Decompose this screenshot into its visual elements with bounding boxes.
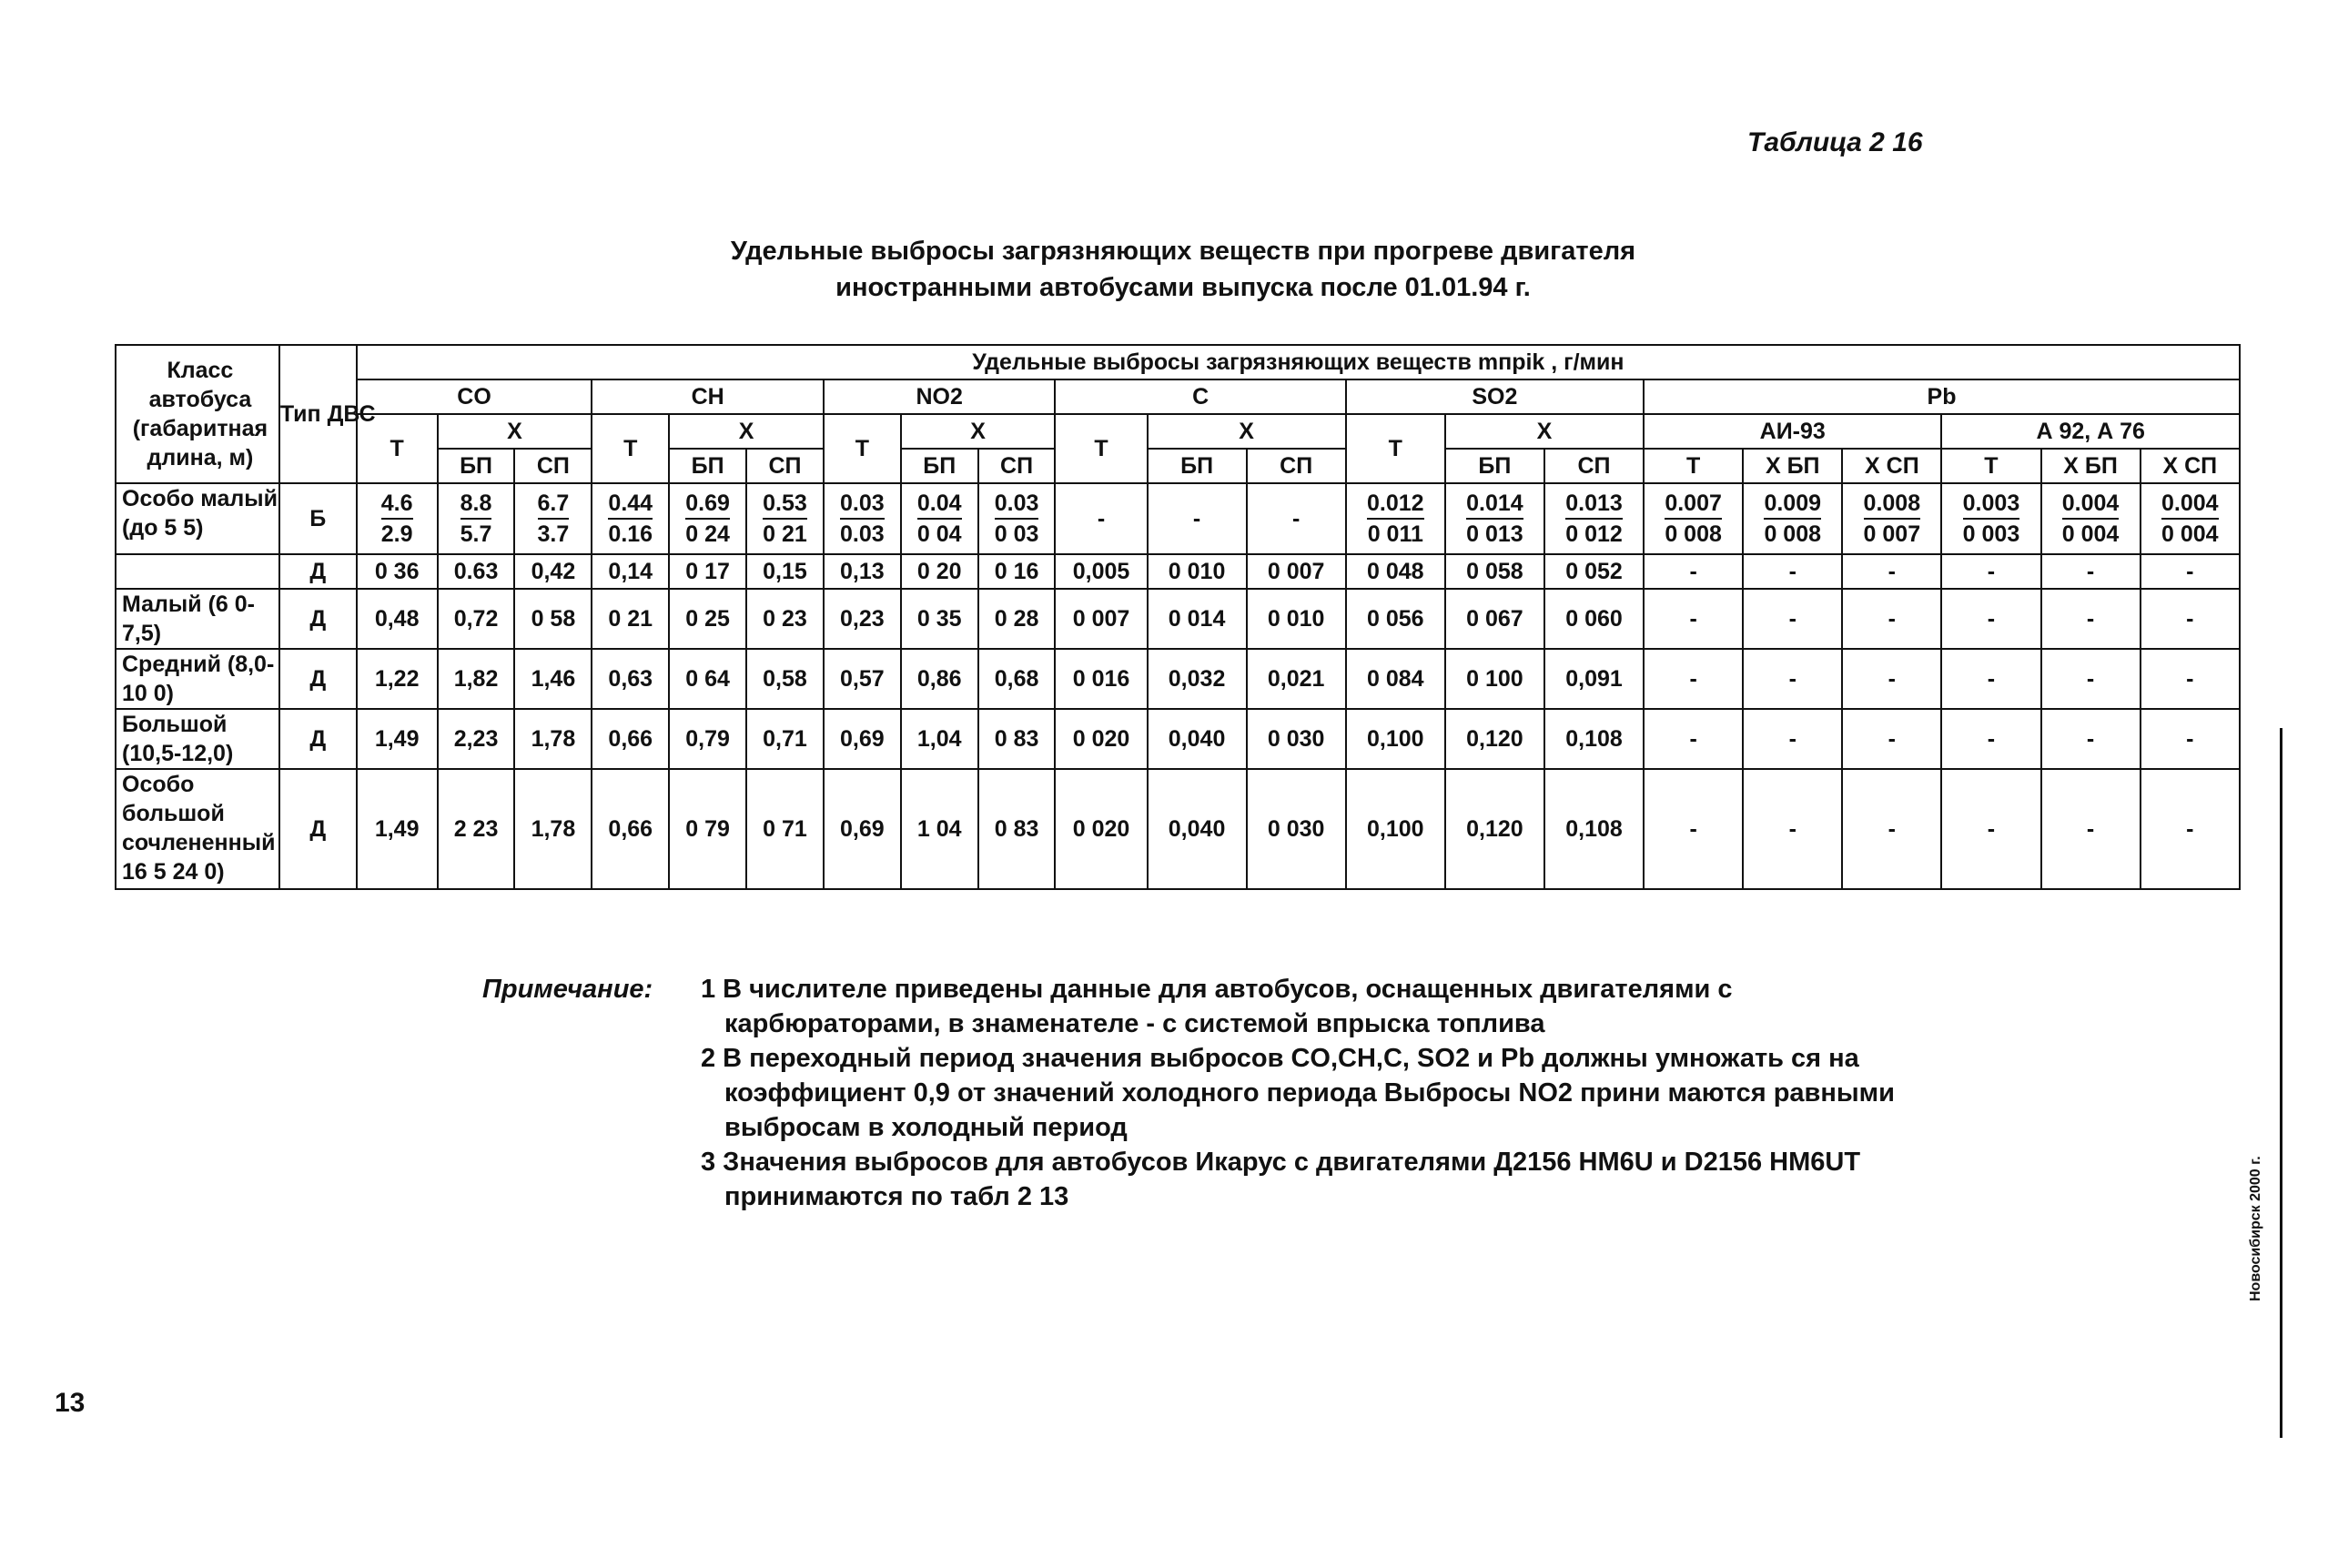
value-cell: - (2141, 769, 2240, 889)
engine-type-cell: Д (279, 769, 357, 889)
value-cell: 0 016 (1055, 649, 1147, 709)
header-bp: БП (1148, 449, 1247, 483)
value-cell: 0 64 (669, 649, 746, 709)
value-cell: - (1644, 709, 1743, 769)
bus-class-cell: Средний (8,0-10 0) (116, 649, 279, 709)
numerator: 0.012 (1367, 489, 1424, 520)
header-x: Х (1445, 414, 1644, 449)
value-cell: 1 04 (901, 769, 978, 889)
header-x: Х (669, 414, 824, 449)
value-cell (1148, 483, 1247, 554)
value-cell: - (1842, 769, 1941, 889)
bus-class-cell: Особо малый (до 5 5) (116, 483, 279, 554)
value-cell: 0 25 (669, 589, 746, 649)
value-cell: 0,48 (357, 589, 438, 649)
value-cell: 0,69 (824, 709, 901, 769)
note-item: 3 Значения выбросов для автобусов Икарус с двигателями Д2156 HM6U и D2156 HM6UT принимаются по табл 2 13 (701, 1148, 1861, 1211)
table-row (116, 554, 2240, 589)
header-engine-type: Тип ДВС (279, 345, 357, 483)
value-cell: 0,005 (1055, 554, 1147, 589)
fraction (1565, 489, 1623, 549)
fraction (538, 489, 570, 549)
header-bp: БП (1445, 449, 1544, 483)
fraction (685, 489, 730, 549)
denominator: 0 008 (1665, 521, 1722, 547)
value-cell: 0,021 (1247, 649, 1346, 709)
value-cell: 0,14 (592, 554, 669, 589)
numerator: 0.007 (1665, 489, 1722, 520)
value-cell (746, 483, 824, 554)
denominator: 0 013 (1466, 521, 1523, 547)
header-bp: БП (901, 449, 978, 483)
value-cell: - (1743, 769, 1842, 889)
numerator: - (1097, 506, 1106, 531)
value-cell (1346, 483, 1445, 554)
header-sp: СП (1247, 449, 1346, 483)
value-cell (2141, 483, 2240, 554)
value-cell (824, 483, 901, 554)
value-cell: - (1842, 589, 1941, 649)
value-cell: 0,66 (592, 769, 669, 889)
value-cell: 0,091 (1544, 649, 1644, 709)
numerator: 6.7 (538, 489, 570, 520)
numerator: 4.6 (381, 489, 413, 520)
value-cell: 0,66 (592, 709, 669, 769)
denominator: 0 24 (685, 521, 730, 547)
value-cell: 0,120 (1445, 769, 1544, 889)
header-t: Т (1941, 449, 2040, 483)
denominator: 0 04 (916, 521, 962, 547)
value-cell: 0 79 (669, 769, 746, 889)
note-items (701, 972, 1938, 1214)
value-cell: 0,040 (1148, 769, 1247, 889)
value-cell: 0,13 (824, 554, 901, 589)
value-cell (438, 483, 515, 554)
denominator: 0.16 (608, 521, 653, 547)
value-cell: - (1743, 709, 1842, 769)
value-cell: - (1842, 554, 1941, 589)
value-cell (1247, 483, 1346, 554)
value-cell: - (1941, 554, 2040, 589)
value-cell: 0,23 (824, 589, 901, 649)
value-cell: 0,72 (438, 589, 515, 649)
header-bp: БП (2084, 453, 2118, 479)
value-cell (514, 483, 592, 554)
numerator: 0.004 (2062, 489, 2120, 520)
value-cell (1743, 483, 1842, 554)
value-cell (901, 483, 978, 554)
note-label: Примечание: (482, 975, 653, 1004)
value-cell: 0 048 (1346, 554, 1445, 589)
value-cell: 0 23 (746, 589, 824, 649)
table-row (116, 483, 2240, 554)
header-t: Т (824, 414, 901, 483)
value-cell: - (1644, 589, 1743, 649)
value-cell: 0 20 (901, 554, 978, 589)
fraction (1292, 504, 1300, 533)
value-cell (1644, 483, 1743, 554)
note-item: 1 В числителе приведены данные для автобусов, оснащенных двигателями с карбюраторами, в знаменателе - с системой впрыска топлива (701, 975, 1733, 1038)
table-header (116, 345, 2240, 483)
value-cell: 1,78 (514, 769, 592, 889)
denominator: 3.7 (537, 521, 570, 547)
fraction (1864, 489, 1921, 549)
value-cell: - (1644, 649, 1743, 709)
numerator: 0.03 (995, 489, 1039, 520)
page-number: 13 (55, 1388, 86, 1418)
numerator: 0.003 (1963, 489, 2020, 520)
value-cell: - (1743, 649, 1842, 709)
engine-type-cell: Д (279, 709, 357, 769)
value-cell: 0 060 (1544, 589, 1644, 649)
header-co: CO (357, 379, 592, 414)
header-so2: SO2 (1346, 379, 1644, 414)
value-cell: 1,49 (357, 709, 438, 769)
bus-class-cell: Малый (6 0-7,5) (116, 589, 279, 649)
value-cell: 1,49 (357, 769, 438, 889)
fraction (381, 489, 413, 549)
header-x: Х (438, 414, 592, 449)
value-cell: - (1644, 554, 1743, 589)
engine-type-cell: Д (279, 649, 357, 709)
value-cell: - (2041, 709, 2141, 769)
denominator: 0.03 (840, 521, 885, 547)
numerator: - (1192, 506, 1201, 531)
header-no2: NO2 (824, 379, 1056, 414)
bus-class-cell (116, 554, 279, 589)
value-cell: 0,58 (746, 649, 824, 709)
value-cell (1842, 483, 1941, 554)
value-cell: 0.63 (438, 554, 515, 589)
value-cell: 0,57 (824, 649, 901, 709)
fraction (461, 489, 492, 549)
numerator: 0.04 (917, 489, 962, 520)
value-cell: - (1941, 709, 2040, 769)
value-cell: 0 007 (1055, 589, 1147, 649)
value-cell: - (1842, 649, 1941, 709)
value-cell: 0 014 (1148, 589, 1247, 649)
fraction (1098, 504, 1105, 533)
header-x-sp (2141, 449, 2240, 483)
header-ch: CH (592, 379, 824, 414)
value-cell: 1,04 (901, 709, 978, 769)
header-x: Х (901, 414, 1056, 449)
side-text: Новосибирск 2000 г. (2248, 1156, 2263, 1301)
numerator: - (1292, 506, 1301, 531)
value-cell (357, 483, 438, 554)
bus-class-cell: Особо большой сочлененный 16 5 24 0) (116, 769, 279, 889)
value-cell: 0 067 (1445, 589, 1544, 649)
numerator: 0.014 (1466, 489, 1523, 520)
value-cell: - (2041, 649, 2141, 709)
value-cell: 0 010 (1148, 554, 1247, 589)
fraction (1963, 489, 2020, 549)
header-bp: БП (669, 449, 746, 483)
value-cell: 0 28 (978, 589, 1056, 649)
value-cell: 0 010 (1247, 589, 1346, 649)
value-cell: 0,68 (978, 649, 1056, 709)
value-cell: - (2041, 589, 2141, 649)
denominator: 0 008 (1764, 521, 1821, 547)
denominator: 0 007 (1863, 521, 1921, 547)
value-cell: 0 71 (746, 769, 824, 889)
header-class: Класс автобуса (габаритная длина, м) (116, 345, 279, 483)
value-cell: 2 23 (438, 769, 515, 889)
value-cell: 1,82 (438, 649, 515, 709)
denominator: 0 004 (2161, 521, 2219, 547)
value-cell: 0,100 (1346, 709, 1445, 769)
denominator: 0 21 (763, 521, 807, 547)
header-t: Т (1346, 414, 1445, 483)
value-cell: - (2041, 769, 2141, 889)
denominator: 0 003 (1962, 521, 2020, 547)
value-cell (978, 483, 1056, 554)
value-cell: - (1842, 709, 1941, 769)
value-cell: 0 056 (1346, 589, 1445, 649)
numerator: 0.013 (1565, 489, 1623, 520)
value-cell: 0,040 (1148, 709, 1247, 769)
table-body (116, 483, 2240, 889)
value-cell: 0 36 (357, 554, 438, 589)
fraction (1193, 504, 1200, 533)
value-cell: - (2141, 589, 2240, 649)
note-item: 2 В переходный период значения выбросов CO,CH,C, SO2 и Pb должны умножать ся на коэффициент 0,9 от значений холодного периода Выбросы NO2 прини маются равными выбросам в холодный период (701, 1044, 1895, 1142)
value-cell (1445, 483, 1544, 554)
table-row (116, 649, 2240, 709)
value-cell: - (1941, 649, 2040, 709)
header-pb-ai93: АИ-93 (1644, 414, 1941, 449)
value-cell: 0,42 (514, 554, 592, 589)
value-cell: 0,15 (746, 554, 824, 589)
value-cell: 0 030 (1247, 709, 1346, 769)
fraction (1665, 489, 1722, 549)
header-sp: СП (1886, 453, 1919, 479)
value-cell: 0,69 (824, 769, 901, 889)
fraction (2161, 489, 2219, 549)
value-cell: - (2041, 554, 2141, 589)
value-cell: 0,63 (592, 649, 669, 709)
numerator: 0.03 (840, 489, 885, 520)
side-rule (2280, 728, 2282, 1438)
value-cell: - (1941, 589, 2040, 649)
engine-type-cell: Д (279, 589, 357, 649)
value-cell (2041, 483, 2141, 554)
value-cell: 0,100 (1346, 769, 1445, 889)
header-t: Т (1644, 449, 1743, 483)
value-cell (1941, 483, 2040, 554)
value-cell: 0 007 (1247, 554, 1346, 589)
numerator: 0.008 (1864, 489, 1921, 520)
header-x: Х (1148, 414, 1346, 449)
table-row (116, 589, 2240, 649)
value-cell: 0 58 (514, 589, 592, 649)
value-cell (669, 483, 746, 554)
title-line-2: иностранными автобусами выпуска после 01.01.94 г. (835, 273, 1531, 302)
value-cell: 0 084 (1346, 649, 1445, 709)
numerator: 8.8 (461, 489, 492, 520)
header-x-bp (2041, 449, 2141, 483)
value-cell: 0 21 (592, 589, 669, 649)
header-sp: СП (978, 449, 1056, 483)
table-row (116, 709, 2240, 769)
table-row (116, 769, 2240, 889)
header-sp: СП (2184, 453, 2218, 479)
fraction (608, 489, 653, 549)
value-cell: - (2141, 554, 2240, 589)
title-line-1: Удельные выбросы загрязняющих веществ при прогреве двигателя (730, 237, 1636, 266)
value-cell: 1,22 (357, 649, 438, 709)
value-cell: 1,46 (514, 649, 592, 709)
value-cell: 0 83 (978, 709, 1056, 769)
value-cell: 0 17 (669, 554, 746, 589)
fraction (840, 489, 885, 549)
fraction (1367, 489, 1424, 549)
header-c: C (1055, 379, 1345, 414)
numerator: 0.44 (608, 489, 653, 520)
value-cell: - (1743, 554, 1842, 589)
value-cell: 0,79 (669, 709, 746, 769)
header-t: Т (1055, 414, 1147, 483)
table-title (510, 233, 1857, 306)
header-pb-a92: А 92, А 76 (1941, 414, 2240, 449)
numerator: 0.004 (2161, 489, 2219, 520)
engine-type-cell: Д (279, 554, 357, 589)
denominator: 0 004 (2061, 521, 2120, 547)
numerator: 0.53 (763, 489, 807, 520)
header-sp: СП (514, 449, 592, 483)
header-x-bp (1743, 449, 1842, 483)
value-cell: 0 030 (1247, 769, 1346, 889)
value-cell: 0,108 (1544, 709, 1644, 769)
bus-class-cell: Большой (10,5-12,0) (116, 709, 279, 769)
header-pb: Pb (1644, 379, 2240, 414)
header-t: Т (357, 414, 438, 483)
value-cell: 0 052 (1544, 554, 1644, 589)
value-cell: - (2141, 709, 2240, 769)
denominator: 0 012 (1565, 521, 1623, 547)
value-cell: 0,108 (1544, 769, 1644, 889)
denominator: 0 03 (994, 521, 1039, 547)
numerator: 0.009 (1764, 489, 1821, 520)
header-x: Х (1765, 453, 1781, 479)
value-cell: 0,120 (1445, 709, 1544, 769)
header-sp: СП (746, 449, 824, 483)
value-cell: - (1743, 589, 1842, 649)
header-t: Т (592, 414, 669, 483)
value-cell (1055, 483, 1147, 554)
denominator: 0 011 (1367, 521, 1423, 547)
header-emissions: Удельные выбросы загрязняющих веществ mпрik , г/мин (357, 345, 2240, 379)
table-number: Таблица 2 16 (1747, 127, 1923, 157)
value-cell: 0,86 (901, 649, 978, 709)
header-sp: СП (1544, 449, 1644, 483)
value-cell: 0 35 (901, 589, 978, 649)
value-cell: 0 020 (1055, 709, 1147, 769)
value-cell: 0,032 (1148, 649, 1247, 709)
value-cell: 1,78 (514, 709, 592, 769)
numerator: 0.69 (685, 489, 730, 520)
value-cell (1544, 483, 1644, 554)
value-cell: 0,71 (746, 709, 824, 769)
value-cell: 0 100 (1445, 649, 1544, 709)
header-bp: БП (438, 449, 515, 483)
fraction (2062, 489, 2120, 549)
engine-type-cell: Б (279, 483, 357, 554)
fraction (995, 489, 1039, 549)
value-cell: 2,23 (438, 709, 515, 769)
value-cell: 0 020 (1055, 769, 1147, 889)
value-cell: 0 83 (978, 769, 1056, 889)
denominator: 2.9 (380, 521, 413, 547)
value-cell: 0 16 (978, 554, 1056, 589)
value-cell (592, 483, 669, 554)
value-cell: 0 058 (1445, 554, 1544, 589)
value-cell: - (1941, 769, 2040, 889)
value-cell: - (2141, 649, 2240, 709)
fraction (917, 489, 962, 549)
header-x: Х (2063, 453, 2079, 479)
emissions-table (115, 344, 2241, 890)
fraction (1764, 489, 1821, 549)
header-x: Х (1865, 453, 1880, 479)
header-bp: БП (1786, 453, 1820, 479)
header-x-sp (1842, 449, 1941, 483)
fraction (1466, 489, 1523, 549)
fraction (763, 489, 807, 549)
denominator: 5.7 (460, 521, 492, 547)
header-x: Х (2162, 453, 2179, 479)
value-cell: - (1644, 769, 1743, 889)
